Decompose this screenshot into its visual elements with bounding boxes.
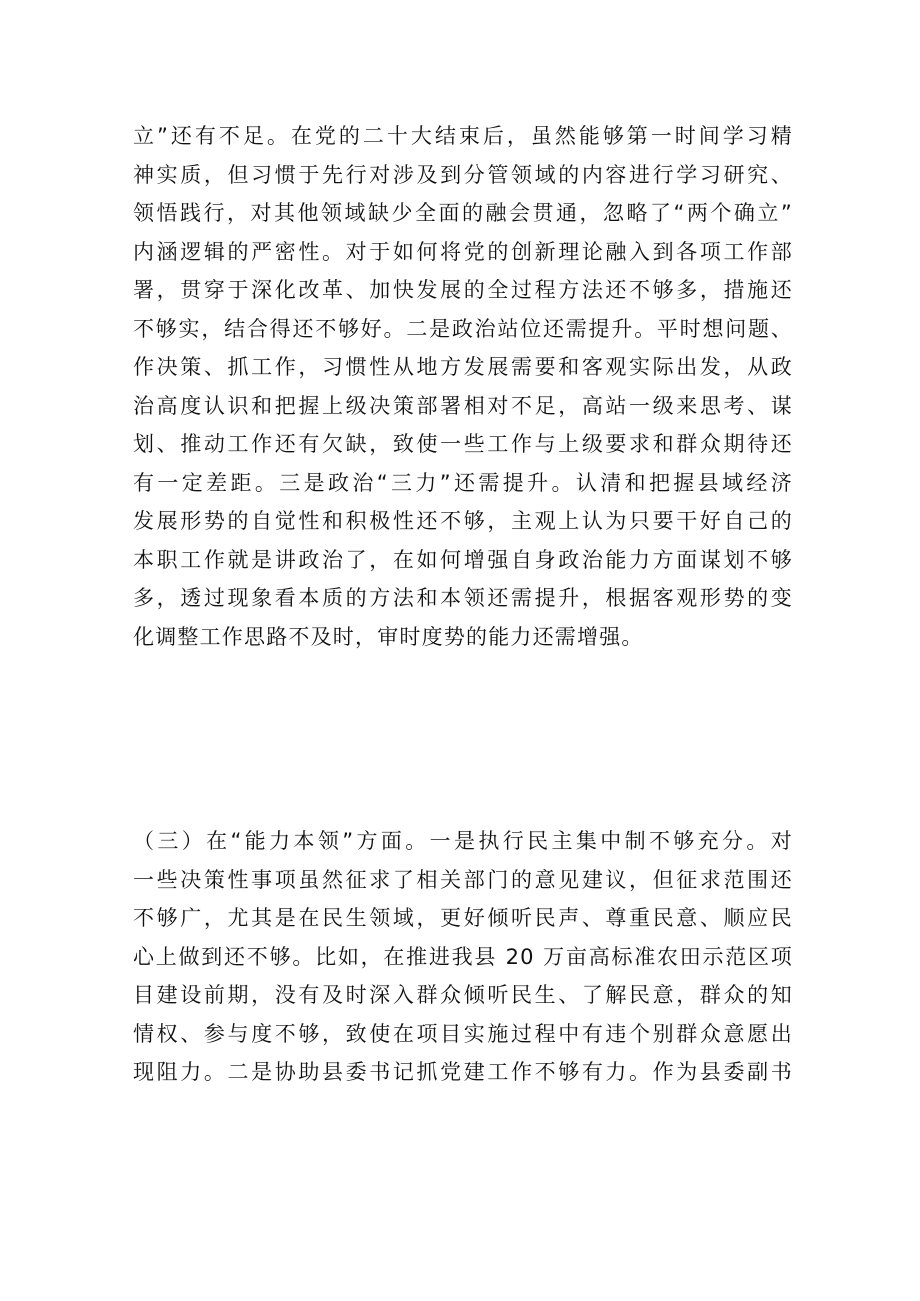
text-line: 化调整工作思路不及时，审时度势的能力还需增强。 <box>133 624 644 649</box>
text-line: 发展形势的自觉性和积极性还不够，主观上认为只要干好自己的 <box>133 509 793 533</box>
text-line: 一些决策性事项虽然征求了相关部门的意见建议，但征求范围还 <box>133 867 793 892</box>
text-line: 划、推动工作还有欠缺，致使一些工作与上级要求和群众期待还 <box>133 432 793 456</box>
paragraph-capability-section <box>133 822 793 1092</box>
text-line: 内涵逻辑的严密性。对于如何将党的创新理论融入到各项工作部 <box>133 239 793 264</box>
paragraph-political-standing <box>133 117 793 656</box>
text-line: 有一定差距。三是政治“三力”还需提升。认清和把握县域经济 <box>133 470 793 495</box>
text-line: 心上做到还不够。比如，在推进我县 20 万亩高标准农田示范区项 <box>133 944 793 969</box>
text-line: 不够广，尤其是在民生领域，更好倾听民声、尊重民意、顺应民 <box>133 906 793 930</box>
text-line: 领悟践行，对其他领域缺少全面的融会贯通，忽略了“两个确立” <box>133 201 793 225</box>
text-line: 现阻力。二是协助县委书记抓党建工作不够有力。作为县委副书 <box>133 1060 793 1084</box>
text-line: 署，贯穿于深化改革、加快发展的全过程方法还不够多，措施还 <box>133 278 793 302</box>
text-line: 情权、参与度不够，致使在项目实施过程中有违个别群众意愿出 <box>133 1021 793 1046</box>
text-line: 目建设前期，没有及时深入群众倾听民生、了解民意，群众的知 <box>133 983 793 1007</box>
text-line: 多，透过现象看本质的方法和本领还需提升，根据客观形势的变 <box>133 586 793 610</box>
text-line: 不够实，结合得还不够好。二是政治站位还需提升。平时想问题、 <box>133 316 793 341</box>
text-line: 作决策、抓工作，习惯性从地方发展需要和客观实际出发，从政 <box>133 355 793 379</box>
text-line: 立”还有不足。在党的二十大结束后，虽然能够第一时间学习精 <box>133 124 793 148</box>
text-line: （三）在“能力本领”方面。一是执行民主集中制不够充分。对 <box>133 829 793 853</box>
text-line: 本职工作就是讲政治了，在如何增强自身政治能力方面谋划不够 <box>133 547 793 572</box>
text-line: 神实质，但习惯于先行对涉及到分管领域的内容进行学习研究、 <box>133 162 793 187</box>
text-line: 治高度认识和把握上级决策部署相对不足，高站一级来思考、谋 <box>133 393 793 418</box>
